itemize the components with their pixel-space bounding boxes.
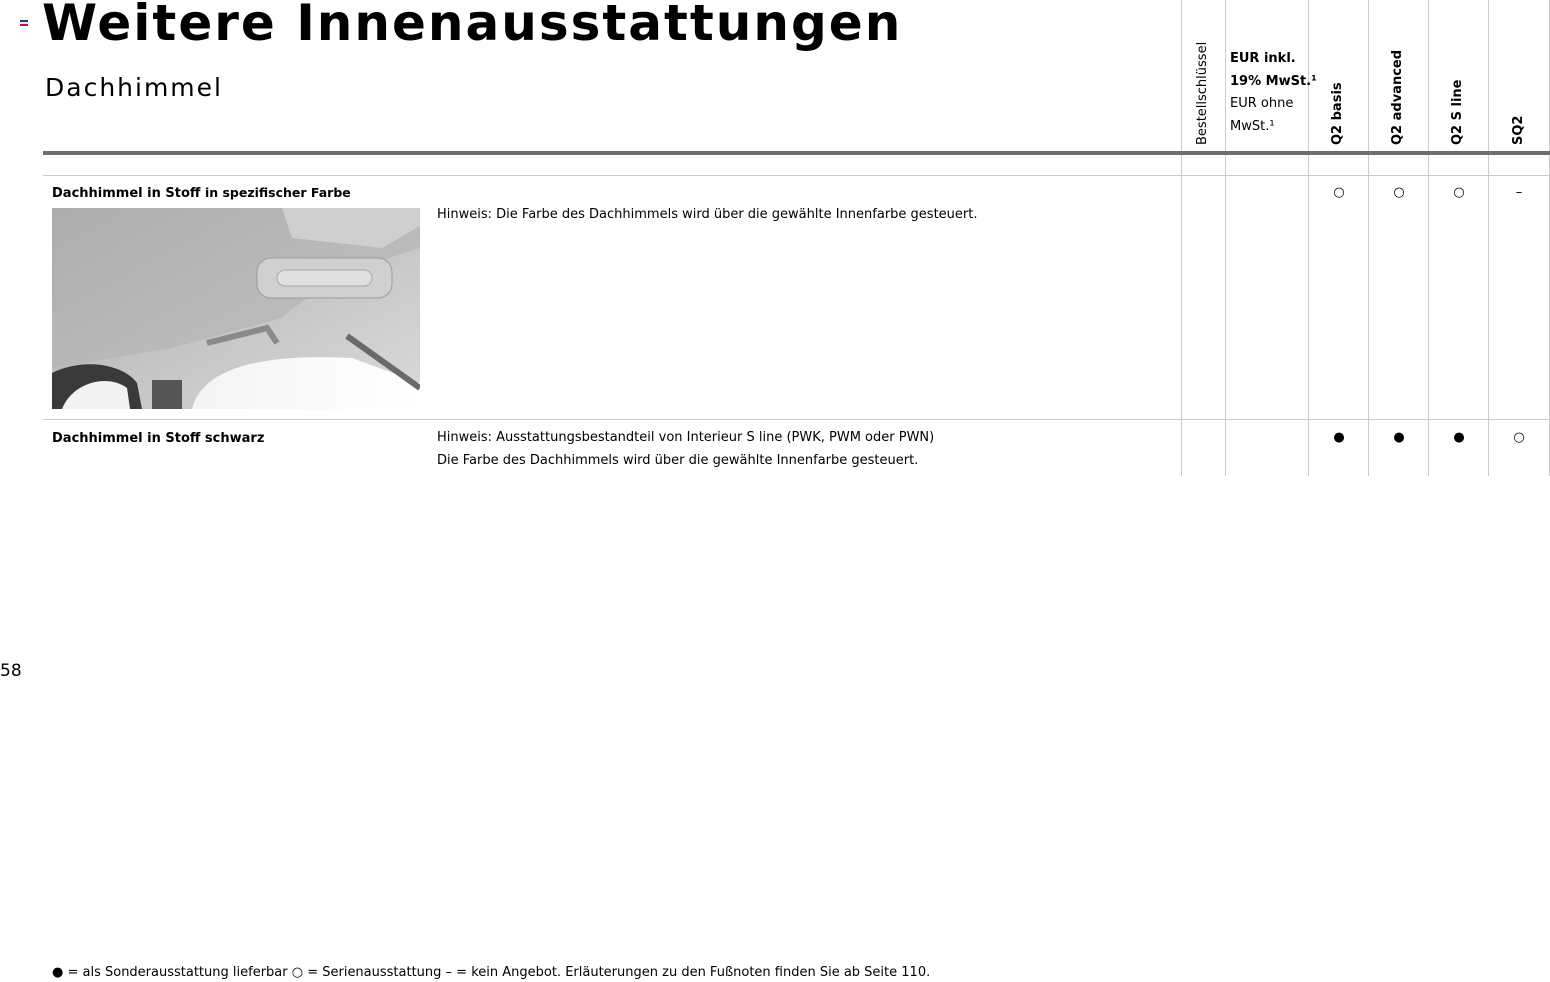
column-header-order-key: Bestellschlüssel — [1195, 41, 1210, 145]
availability-mark: ● — [1333, 430, 1345, 445]
page-title: Weitere Innenausstattungen — [42, 0, 903, 52]
row-title — [52, 184, 351, 203]
column-divider — [1488, 0, 1489, 476]
availability-mark: ○ — [1333, 185, 1345, 200]
column-divider — [1181, 0, 1182, 476]
flag-icon — [20, 20, 28, 26]
row-note-line: Hinweis: Die Farbe des Dachhimmels wird über die gewählte Innenfarbe gesteuert. — [437, 207, 978, 222]
row-title-tail: in spezifischer Farbe — [204, 185, 351, 200]
legend: ● = als Sonderausstattung lieferbar ○ = Serienausstattung – = kein Angebot. Erläuterungen zu den Fußnoten finden Sie ab Seite 110. — [52, 965, 931, 980]
column-header-price — [1230, 48, 1317, 138]
column-header-q2-basis: Q2 basis — [1330, 82, 1345, 145]
availability-mark: ● — [1453, 430, 1465, 445]
column-header-q2-advanced: Q2 advanced — [1390, 49, 1405, 145]
headliner-photo — [52, 208, 420, 409]
row-title-main: Dachhimmel in Stoff — [52, 186, 201, 201]
column-divider — [1225, 0, 1226, 476]
row-title-main: Dachhimmel in Stoff schwarz — [52, 431, 265, 446]
row-note — [437, 427, 934, 472]
page-number: 58 — [0, 661, 22, 681]
section-subtitle: Dachhimmel — [45, 73, 223, 102]
flag-stripe — [20, 24, 28, 26]
header-rule — [43, 151, 1550, 155]
column-header-q2-s-line: Q2 S line — [1450, 79, 1465, 145]
price-incl-line1: EUR inkl. — [1230, 51, 1296, 66]
row-divider — [43, 175, 1550, 176]
price-excl-line1: EUR ohne — [1230, 96, 1294, 111]
column-header-sq2: SQ2 — [1511, 115, 1526, 145]
row-note-line: Die Farbe des Dachhimmels wird über die gewählte Innenfarbe gesteuert. — [437, 452, 919, 468]
availability-mark: ● — [1393, 430, 1405, 445]
row-note — [437, 204, 977, 227]
price-excl-line2: MwSt.¹ — [1230, 118, 1275, 134]
row-divider — [43, 419, 1550, 420]
headliner-illustration — [52, 208, 420, 409]
column-divider — [1368, 0, 1369, 476]
price-incl-line2: 19% MwSt.¹ — [1230, 73, 1317, 89]
column-divider — [1428, 0, 1429, 476]
availability-mark: – — [1515, 185, 1523, 200]
row-note-line: Hinweis: Ausstattungsbestandteil von Interieur S line (PWK, PWM oder PWN) — [437, 430, 935, 445]
availability-mark: ○ — [1393, 185, 1405, 200]
row-title — [52, 430, 264, 448]
availability-mark: ○ — [1513, 430, 1525, 445]
availability-mark: ○ — [1453, 185, 1465, 200]
